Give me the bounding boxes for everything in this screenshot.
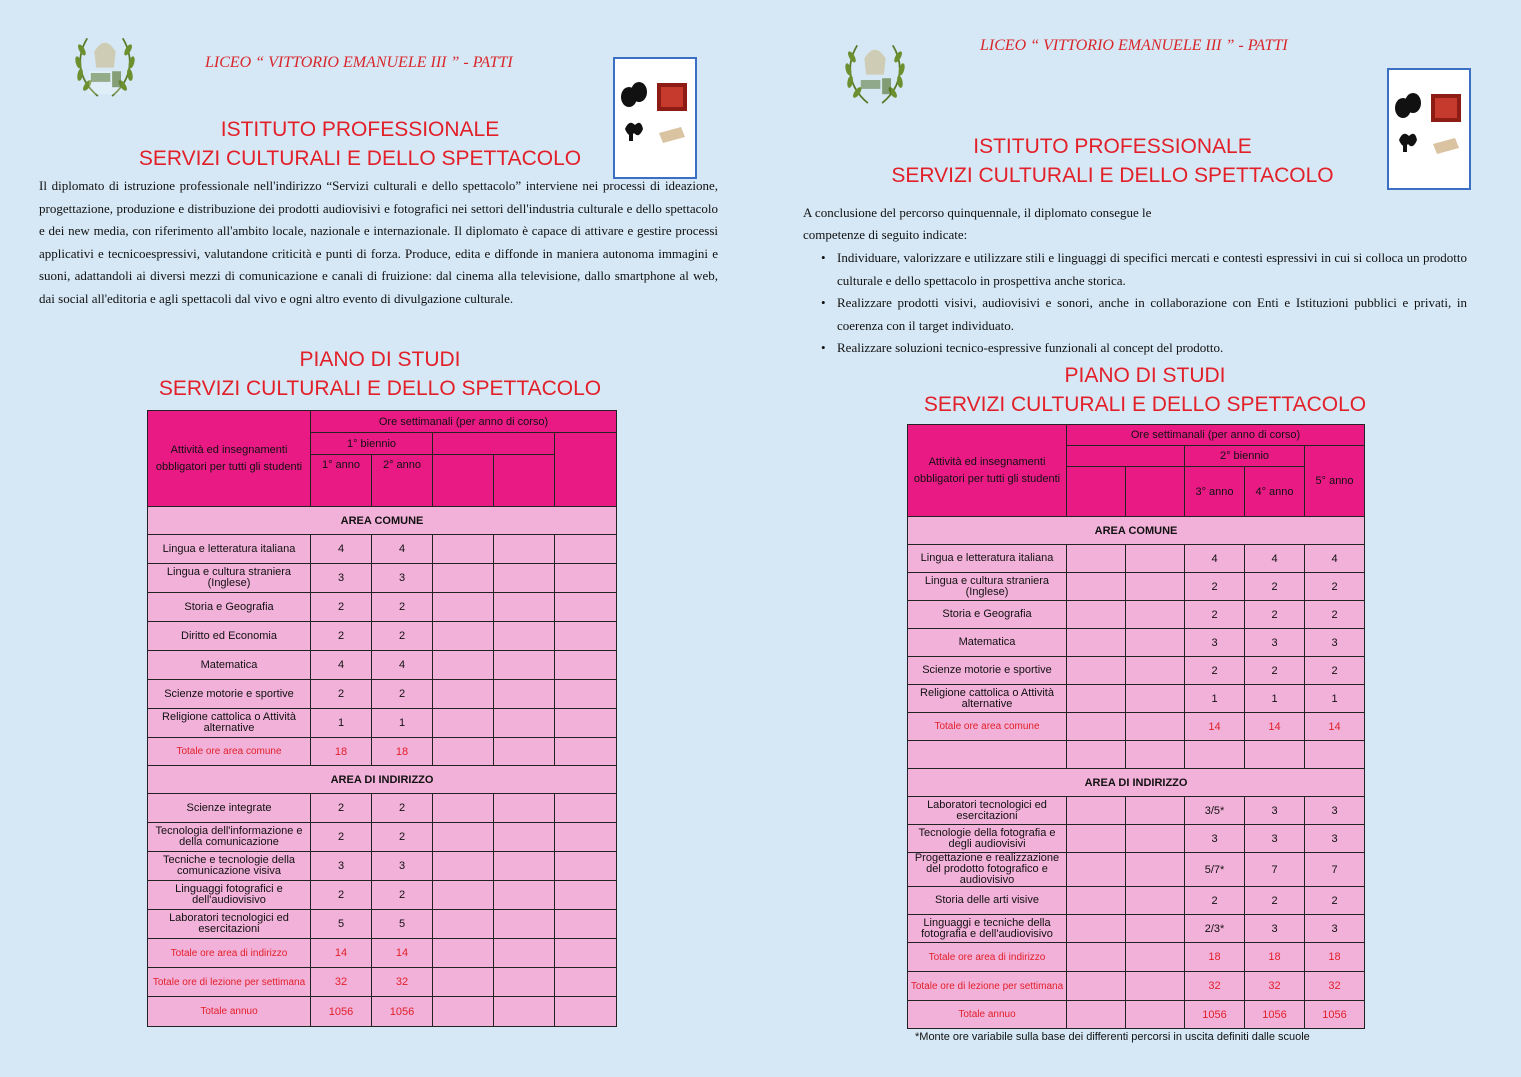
totale-settimana-y3: 32	[1185, 972, 1245, 1001]
competence-item: • Realizzare soluzioni tecnico-espressive funzionali al concept del prodotto.	[805, 337, 1467, 360]
hours-year-5: 2	[1305, 887, 1365, 915]
empty-cell	[555, 535, 617, 564]
subject-name: Tecnologie della fotografia e degli audiovisivi	[908, 825, 1067, 853]
hours-year-3: 2	[1185, 657, 1245, 685]
table-row	[148, 794, 617, 823]
hours-year-1: 2	[311, 680, 372, 709]
hours-year-4: 7	[1245, 853, 1305, 887]
table-row	[908, 825, 1365, 853]
totale-comune-y2: 18	[372, 738, 433, 766]
empty-cell	[1126, 1001, 1185, 1029]
subject-name: Storia e Geografia	[908, 601, 1067, 629]
totale-indirizzo-y5: 18	[1305, 943, 1365, 972]
totale-comune-y4: 14	[1245, 713, 1305, 741]
totale-annuo-label: Totale annuo	[908, 1001, 1067, 1029]
empty-cell	[1126, 545, 1185, 573]
hours-year-2: 5	[372, 910, 433, 939]
empty-cell	[1126, 853, 1185, 887]
totale-annuo-y2: 1056	[372, 997, 433, 1027]
hours-year-4: 1	[1245, 685, 1305, 713]
subject-name: Laboratori tecnologici ed esercitazioni	[148, 910, 311, 939]
title-line-1: ISTITUTO PROFESSIONALE	[220, 118, 500, 141]
left-study-plan-table	[147, 410, 617, 1027]
totale-settimana-y5: 32	[1305, 972, 1365, 1001]
year-5-header: 5° anno	[1305, 446, 1365, 517]
empty-cell	[433, 910, 494, 939]
empty-cell	[433, 968, 494, 997]
totale-settimana-label: Totale ore di lezione per settimana	[908, 972, 1067, 1001]
totale-comune-y5: 14	[1305, 713, 1365, 741]
hours-year-2: 3	[372, 852, 433, 881]
empty-cell	[1067, 797, 1126, 825]
empty-cell	[494, 852, 555, 881]
empty-cell	[433, 738, 494, 766]
subject-name: Diritto ed Economia	[148, 622, 311, 651]
empty-cell	[1067, 825, 1126, 853]
hours-year-1: 4	[311, 651, 372, 680]
hours-year-5: 3	[1305, 629, 1365, 657]
subject-name: Tecniche e tecnologie della comunicazione visiva	[148, 852, 311, 881]
empty-cell	[555, 738, 617, 766]
empty-cell	[555, 564, 617, 593]
hours-year-3: 3	[1185, 825, 1245, 853]
table-row	[908, 853, 1365, 887]
hours-year-2: 2	[372, 622, 433, 651]
hours-year-5: 3	[1305, 915, 1365, 943]
totale-annuo-y5: 1056	[1305, 1001, 1365, 1029]
table-row	[148, 709, 617, 738]
totale-indirizzo-y2: 14	[372, 939, 433, 968]
empty-cell	[1067, 545, 1126, 573]
left-plan-title	[0, 345, 760, 403]
hours-year-1: 2	[311, 794, 372, 823]
totale-indirizzo-y3: 18	[1185, 943, 1245, 972]
table-row	[148, 852, 617, 881]
totale-indirizzo-label: Totale ore area di indirizzo	[908, 943, 1067, 972]
empty-cell	[433, 535, 494, 564]
year-1-header: 1° anno	[311, 455, 372, 507]
title-line-2: SERVIZI CULTURALI E DELLO SPETTACOLO	[891, 164, 1334, 187]
table-row	[148, 622, 617, 651]
subject-name: Laboratori tecnologici ed esercitazioni	[908, 797, 1067, 825]
empty-cell	[555, 709, 617, 738]
empty-cell	[433, 997, 494, 1027]
title-line-2: SERVIZI CULTURALI E DELLO SPETTACOLO	[138, 147, 582, 170]
table-row	[148, 910, 617, 939]
hours-header: Ore settimanali (per anno di corso)	[311, 411, 617, 433]
empty-cell	[433, 939, 494, 968]
table-row	[908, 685, 1365, 713]
hours-year-1: 4	[311, 535, 372, 564]
area-comune-heading: AREA COMUNE	[908, 517, 1365, 545]
hours-year-4: 2	[1245, 657, 1305, 685]
hours-year-3: 2	[1185, 601, 1245, 629]
empty-cell	[1245, 741, 1305, 769]
right-main-title	[760, 132, 1465, 190]
empty-cell	[433, 622, 494, 651]
hours-year-2: 3	[372, 564, 433, 593]
empty-cell	[1067, 685, 1126, 713]
empty-cell	[555, 823, 617, 852]
hours-year-4: 3	[1245, 825, 1305, 853]
subject-name: Linguaggi e tecniche della fotografia e dell'audiovisivo	[908, 915, 1067, 943]
empty-cell	[494, 997, 555, 1027]
subject-name: Scienze motorie e sportive	[148, 680, 311, 709]
subject-header: Attività ed insegnamenti obbligatori per tutti gli studenti	[908, 425, 1067, 517]
hours-year-2: 2	[372, 680, 433, 709]
totale-settimana-y1: 32	[311, 968, 372, 997]
hours-year-2: 2	[372, 881, 433, 910]
table-row	[908, 573, 1365, 601]
right-intro-line-1: A conclusione del percorso quinquennale, il diplomato consegue le	[803, 205, 1152, 220]
subject-header: Attività ed insegnamenti obbligatori per tutti gli studenti	[148, 411, 311, 507]
table-row	[908, 915, 1365, 943]
empty-cell	[1067, 657, 1126, 685]
hours-year-3: 3/5*	[1185, 797, 1245, 825]
subject-name: Lingua e cultura straniera (Inglese)	[148, 564, 311, 593]
plan-title-line-1: PIANO DI STUDI	[299, 348, 461, 371]
hours-year-4: 3	[1245, 915, 1305, 943]
totale-indirizzo-label: Totale ore area di indirizzo	[148, 939, 311, 968]
table-row	[148, 881, 617, 910]
liceo-logo	[825, 32, 925, 112]
subject-name: Storia delle arti visive	[908, 887, 1067, 915]
empty-cell	[1067, 629, 1126, 657]
empty-cell	[433, 593, 494, 622]
hours-year-3: 3	[1185, 629, 1245, 657]
table-row	[148, 823, 617, 852]
empty-cell	[433, 881, 494, 910]
totale-comune-y3: 14	[1185, 713, 1245, 741]
table-row	[148, 593, 617, 622]
empty-cell	[1185, 741, 1245, 769]
hours-year-3: 2	[1185, 573, 1245, 601]
biennio-header: 1° biennio	[311, 433, 433, 455]
empty-cell	[433, 564, 494, 593]
empty-cell	[433, 794, 494, 823]
empty-cell	[494, 564, 555, 593]
subject-name: Matematica	[148, 651, 311, 680]
empty-cell	[555, 997, 617, 1027]
year-4-header: 4° anno	[1245, 467, 1305, 517]
table-row	[908, 545, 1365, 573]
hours-year-3: 5/7*	[1185, 853, 1245, 887]
empty-cell	[1126, 685, 1185, 713]
empty-header	[494, 455, 555, 507]
empty-cell	[1126, 573, 1185, 601]
empty-cell	[494, 910, 555, 939]
hours-year-1: 2	[311, 881, 372, 910]
hours-year-5: 2	[1305, 601, 1365, 629]
empty-cell	[1126, 741, 1185, 769]
subject-name: Matematica	[908, 629, 1067, 657]
hours-year-2: 2	[372, 794, 433, 823]
hours-year-3: 2	[1185, 887, 1245, 915]
laurel-logo-icon	[55, 25, 155, 105]
empty-cell	[1067, 887, 1126, 915]
table-row	[908, 657, 1365, 685]
empty-cell	[433, 680, 494, 709]
empty-cell	[494, 823, 555, 852]
empty-cell	[494, 535, 555, 564]
totale-annuo-label: Totale annuo	[148, 997, 311, 1027]
hours-year-2: 4	[372, 651, 433, 680]
subject-name: Religione cattolica o Attività alternative	[148, 709, 311, 738]
empty-cell	[1126, 713, 1185, 741]
title-line-1: ISTITUTO PROFESSIONALE	[973, 135, 1252, 158]
table-row	[148, 651, 617, 680]
hours-year-5: 4	[1305, 545, 1365, 573]
laurel-logo-icon	[825, 32, 925, 112]
table-row	[908, 629, 1365, 657]
totale-annuo-y1: 1056	[311, 997, 372, 1027]
totale-settimana-y2: 32	[372, 968, 433, 997]
right-intro-line-2: competenze di seguito indicate:	[803, 227, 968, 242]
table-row	[908, 601, 1365, 629]
empty-cell	[555, 680, 617, 709]
plan-title-line-2: SERVIZI CULTURALI E DELLO SPETTACOLO	[158, 377, 602, 400]
empty-cell	[1067, 713, 1126, 741]
empty-cell	[555, 852, 617, 881]
competence-item: • Individuare, valorizzare e utilizzare stili e linguaggi di specifici mercati e contesti espressivi in cui si colloca un prodotto culturale e dello spettacolo in prospettiva anche storica.	[805, 247, 1467, 292]
empty-cell	[555, 881, 617, 910]
competence-item: • Realizzare prodotti visivi, audiovisivi e sonori, anche in collaborazione con Enti e Istituzioni pubblici e privati, in coerenza con il target individuato.	[805, 292, 1467, 337]
empty-cell	[1067, 972, 1126, 1001]
empty-cell	[1305, 741, 1365, 769]
empty-cell	[494, 651, 555, 680]
totale-annuo-y3: 1056	[1185, 1001, 1245, 1029]
subject-name: Religione cattolica o Attività alternative	[908, 685, 1067, 713]
hours-year-3: 2/3*	[1185, 915, 1245, 943]
empty-cell	[494, 939, 555, 968]
empty-cell	[494, 680, 555, 709]
footnote: *Monte ore variabile sulla base dei differenti percorsi in uscita definiti dalle scuole	[915, 1031, 1310, 1043]
empty-cell	[555, 593, 617, 622]
table-row	[908, 887, 1365, 915]
empty-cell	[1067, 741, 1126, 769]
empty-cell	[494, 709, 555, 738]
empty-header	[1067, 467, 1126, 517]
hours-year-5: 1	[1305, 685, 1365, 713]
empty-cell	[433, 651, 494, 680]
plan-title-line-1: PIANO DI STUDI	[1064, 364, 1226, 387]
hours-year-1: 2	[311, 622, 372, 651]
hours-year-4: 4	[1245, 545, 1305, 573]
hours-year-1: 2	[311, 823, 372, 852]
hours-year-5: 3	[1305, 797, 1365, 825]
subject-name: Storia e Geografia	[148, 593, 311, 622]
hours-year-2: 2	[372, 593, 433, 622]
empty-cell	[1126, 887, 1185, 915]
empty-cell	[1126, 657, 1185, 685]
hours-year-2: 2	[372, 823, 433, 852]
empty-cell	[494, 593, 555, 622]
hours-year-1: 2	[311, 593, 372, 622]
empty-cell	[908, 741, 1067, 769]
empty-cell	[1126, 601, 1185, 629]
empty-cell	[1067, 601, 1126, 629]
hours-year-4: 2	[1245, 573, 1305, 601]
subject-name: Linguaggi fotografici e dell'audiovisivo	[148, 881, 311, 910]
totale-comune-label: Totale ore area comune	[908, 713, 1067, 741]
hours-year-1: 5	[311, 910, 372, 939]
subject-name: Lingua e letteratura italiana	[148, 535, 311, 564]
hours-year-4: 2	[1245, 887, 1305, 915]
table-row	[148, 535, 617, 564]
empty-cell	[494, 968, 555, 997]
empty-header	[433, 433, 555, 455]
empty-cell	[1126, 972, 1185, 1001]
totale-indirizzo-y4: 18	[1245, 943, 1305, 972]
empty-cell	[433, 852, 494, 881]
totale-comune-y1: 18	[311, 738, 372, 766]
empty-cell	[1067, 915, 1126, 943]
hours-year-2: 4	[372, 535, 433, 564]
hours-year-4: 3	[1245, 797, 1305, 825]
empty-cell	[494, 881, 555, 910]
empty-cell	[555, 651, 617, 680]
empty-cell	[1126, 629, 1185, 657]
empty-cell	[1067, 853, 1126, 887]
left-main-title	[0, 115, 720, 173]
subject-name: Tecnologia dell'informazione e della comunicazione	[148, 823, 311, 852]
totale-settimana-label: Totale ore di lezione per settimana	[148, 968, 311, 997]
totale-annuo-y4: 1056	[1245, 1001, 1305, 1029]
hours-year-1: 3	[311, 852, 372, 881]
totale-settimana-y4: 32	[1245, 972, 1305, 1001]
year-2-header: 2° anno	[372, 455, 433, 507]
totale-comune-label: Totale ore area comune	[148, 738, 311, 766]
empty-cell	[433, 709, 494, 738]
hours-year-1: 1	[311, 709, 372, 738]
empty-cell	[555, 794, 617, 823]
hours-year-3: 1	[1185, 685, 1245, 713]
empty-cell	[1126, 915, 1185, 943]
competence-list	[805, 247, 1467, 360]
hours-year-3: 4	[1185, 545, 1245, 573]
subject-name: Scienze integrate	[148, 794, 311, 823]
empty-cell	[494, 738, 555, 766]
hours-year-5: 7	[1305, 853, 1365, 887]
school-name: LICEO “ VITTORIO EMANUELE III ” - PATTI	[205, 54, 513, 71]
right-study-plan-table	[907, 424, 1365, 1029]
empty-cell	[1126, 943, 1185, 972]
hours-year-4: 3	[1245, 629, 1305, 657]
empty-cell	[494, 622, 555, 651]
empty-cell	[1067, 573, 1126, 601]
subject-name: Progettazione e realizzazione del prodotto fotografico e audiovisivo	[908, 853, 1067, 887]
empty-cell	[1126, 797, 1185, 825]
empty-header	[555, 433, 617, 507]
left-intro-paragraph: Il diplomato di istruzione professionale nell'indirizzo “Servizi culturali e dello spettacolo” interviene nei processi di ideazione, progettazione, produzione e distribuzione dei prodotti audiovisivi e fotografici nei settori dell'industria culturale e dello spettacolo e dei new media, con riferimento all'ambito locale, nazionale e internazionale. Il diplomato è capace di attivare e gestire processi applicativi e tecnicoespressivi, valutandone criticità e punti di forza. Produce, edita e diffonde in maniera autonoma immagini e suoni, adattandoli ai diversi mezzi di comunicazione e canali di fruizione: dal cinema alla televisione, dallo smartphone al web, dai social all'editoria e agli spettacoli dal vivo e ogni altro evento di divulgazione culturale.	[39, 178, 718, 306]
right-page	[760, 0, 1521, 1077]
liceo-logo	[55, 25, 155, 105]
hours-year-4: 2	[1245, 601, 1305, 629]
table-row	[148, 564, 617, 593]
empty-cell	[494, 794, 555, 823]
hours-year-5: 2	[1305, 657, 1365, 685]
hours-year-2: 1	[372, 709, 433, 738]
school-name: LICEO “ VITTORIO EMANUELE III ” - PATTI	[980, 37, 1288, 54]
area-indirizzo-heading: AREA DI INDIRIZZO	[908, 769, 1365, 797]
empty-cell	[555, 939, 617, 968]
empty-header	[1126, 467, 1185, 517]
hours-year-5: 2	[1305, 573, 1365, 601]
hours-year-1: 3	[311, 564, 372, 593]
year-3-header: 3° anno	[1185, 467, 1245, 517]
empty-cell	[1067, 1001, 1126, 1029]
left-page	[0, 0, 760, 1077]
empty-header	[433, 455, 494, 507]
empty-cell	[1067, 943, 1126, 972]
hours-header: Ore settimanali (per anno di corso)	[1067, 425, 1365, 446]
area-indirizzo-heading: AREA DI INDIRIZZO	[148, 766, 617, 794]
totale-indirizzo-y1: 14	[311, 939, 372, 968]
table-row	[908, 797, 1365, 825]
subject-name: Lingua e letteratura italiana	[908, 545, 1067, 573]
subject-name: Scienze motorie e sportive	[908, 657, 1067, 685]
biennio-header: 2° biennio	[1185, 446, 1305, 467]
right-plan-title	[760, 361, 1521, 419]
table-row	[148, 680, 617, 709]
empty-cell	[1126, 825, 1185, 853]
plan-title-line-2: SERVIZI CULTURALI E DELLO SPETTACOLO	[923, 393, 1367, 416]
empty-cell	[555, 968, 617, 997]
empty-cell	[555, 622, 617, 651]
empty-cell	[433, 823, 494, 852]
empty-cell	[555, 910, 617, 939]
empty-header	[1067, 446, 1185, 467]
hours-year-5: 3	[1305, 825, 1365, 853]
area-comune-heading: AREA COMUNE	[148, 507, 617, 535]
subject-name: Lingua e cultura straniera (Inglese)	[908, 573, 1067, 601]
